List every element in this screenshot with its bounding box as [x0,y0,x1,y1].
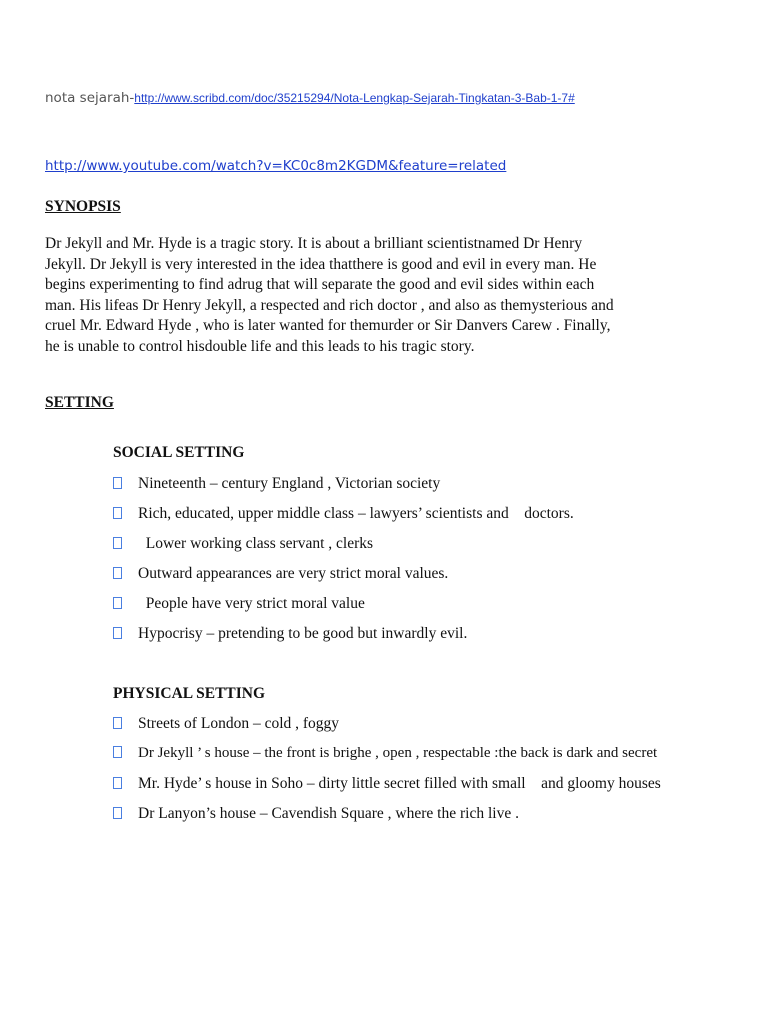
bullet-box-icon [113,746,122,758]
synopsis-heading: SYNOPSIS [45,198,121,215]
list-item: Rich, educated, upper middle class – lawyers’ scientists and doctors. [113,505,574,523]
bullet-box-icon [113,627,122,639]
bullet-box-icon [113,777,122,789]
list-item: Streets of London – cold , foggy [113,715,339,733]
nota-prefix: nota sejarah- [45,90,135,106]
list-item: People have very strict moral value [113,595,365,613]
scribd-link[interactable]: http://www.scribd.com/doc/35215294/Nota-Lengkap-Sejarah-Tingkatan-3-Bab-1-7# [134,91,575,105]
list-item: Dr Jekyll ’ s house – the front is brighe , open , respectable :the back is dark and secret [113,745,657,762]
bullet-box-icon [113,537,122,549]
synopsis-line: cruel Mr. Edward Hyde , who is later wanted for themurder or Sir Danvers Carew . Finally, [45,317,611,334]
synopsis-line: man. His lifeas Dr Henry Jekyll, a respected and rich doctor , and also as themysterious and [45,296,614,314]
setting-heading: SETTING [45,394,114,411]
bullet-box-icon [113,597,122,609]
nota-line [45,90,575,106]
social-setting-heading: SOCIAL SETTING [113,444,245,461]
list-item: Dr Lanyon’s house – Cavendish Square , where the rich live . [113,805,519,823]
youtube-link[interactable]: http://www.youtube.com/watch?v=KC0c8m2KGDM&feature=related [45,158,507,174]
list-item: Mr. Hyde’ s house in Soho – dirty little secret filled with small and gloomy houses [113,775,661,793]
bullet-box-icon [113,807,122,819]
synopsis-line: begins experimenting to find adrug that will separate the good and evil sides within each [45,276,595,293]
bullet-box-icon [113,477,122,489]
list-item: Lower working class servant , clerks [113,535,373,553]
synopsis-line: Jekyll. Dr Jekyll is very interested in the idea thatthere is good and evil in every man. He [45,255,597,273]
synopsis-line: Dr Jekyll and Mr. Hyde is a tragic story. It is about a brilliant scientistnamed Dr Henry [45,235,583,252]
bullet-box-icon [113,717,122,729]
synopsis-paragraph [45,234,745,357]
synopsis-line: he is unable to control hisdouble life and this leads to his tragic story. [45,337,475,355]
bullet-box-icon [113,567,122,579]
bullet-box-icon [113,507,122,519]
list-item: Outward appearances are very strict moral values. [113,565,448,583]
physical-setting-heading: PHYSICAL SETTING [113,685,266,702]
list-item: Nineteenth – century England , Victorian society [113,475,440,493]
list-item: Hypocrisy – pretending to be good but inwardly evil. [113,625,467,643]
